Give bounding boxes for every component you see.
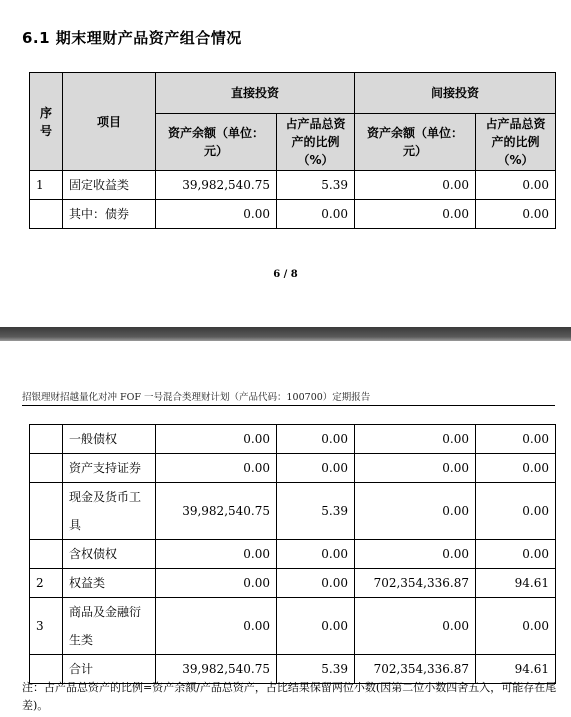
- row-seq-cell: [30, 454, 63, 483]
- row-indirect-ratio-cell: 0.00: [476, 200, 556, 229]
- row-direct-ratio-cell: 0.00: [277, 598, 355, 655]
- row-item-cell: 含权债权: [63, 540, 156, 569]
- header-direct-balance: 资产余额（单位：元）: [156, 114, 277, 171]
- row-indirect-balance-cell: 0.00: [355, 454, 476, 483]
- row-item-cell: 现金及货币工具: [63, 483, 156, 540]
- table-row: [30, 540, 556, 569]
- row-direct-balance-cell: 39,982,540.75: [156, 171, 277, 200]
- row-indirect-ratio-cell: 0.00: [476, 171, 556, 200]
- row-direct-balance-cell: 39,982,540.75: [156, 655, 277, 684]
- row-indirect-balance-cell: 702,354,336.87: [355, 655, 476, 684]
- header-rule: [22, 405, 555, 406]
- row-item-cell: 资产支持证券: [63, 454, 156, 483]
- row-direct-balance-cell: 0.00: [156, 598, 277, 655]
- row-indirect-balance-cell: 0.00: [355, 540, 476, 569]
- footnote: 注：占产品总资产的比例=资产余额/产品总资产，占比结果保留两位小数(因第二位小数四舍五入，可能存在尾差)。: [22, 681, 557, 712]
- row-indirect-balance-cell: 0.00: [355, 171, 476, 200]
- row-item-cell: 其中：债券: [63, 200, 156, 229]
- row-indirect-ratio-cell: 0.00: [476, 598, 556, 655]
- table-row: [30, 483, 556, 540]
- row-direct-balance-cell: 39,982,540.75: [156, 483, 277, 540]
- row-indirect-ratio-cell: 0.00: [476, 425, 556, 454]
- row-indirect-balance-cell: 702,354,336.87: [355, 569, 476, 598]
- asset-portfolio-table-continued: [29, 424, 556, 684]
- row-direct-ratio-cell: 0.00: [277, 569, 355, 598]
- row-direct-ratio-cell: 5.39: [277, 655, 355, 684]
- row-seq-cell: [30, 425, 63, 454]
- row-seq-cell: 3: [30, 598, 63, 655]
- row-seq-cell: 2: [30, 569, 63, 598]
- row-indirect-ratio-cell: 0.00: [476, 454, 556, 483]
- table-row: [30, 569, 556, 598]
- table-row: [30, 171, 556, 200]
- row-item-cell: 固定收益类: [63, 171, 156, 200]
- table-row: [30, 425, 556, 454]
- header-seq: 序号: [30, 73, 63, 171]
- row-indirect-balance-cell: 0.00: [355, 425, 476, 454]
- row-seq-cell: [30, 200, 63, 229]
- page-break-divider: [0, 327, 571, 341]
- row-direct-balance-cell: 0.00: [156, 425, 277, 454]
- row-indirect-balance-cell: 0.00: [355, 483, 476, 540]
- row-indirect-balance-cell: 0.00: [355, 200, 476, 229]
- row-indirect-ratio-cell: 94.61: [476, 655, 556, 684]
- row-indirect-balance-cell: 0.00: [355, 598, 476, 655]
- row-seq-cell: 1: [30, 171, 63, 200]
- row-direct-ratio-cell: 0.00: [277, 200, 355, 229]
- table-row: [30, 200, 556, 229]
- row-direct-ratio-cell: 0.00: [277, 454, 355, 483]
- row-direct-balance-cell: 0.00: [156, 540, 277, 569]
- header-indirect-ratio: 占产品总资产的比例（%）: [476, 114, 556, 171]
- report-running-header: 招银理财招越量化对冲 FOF 一号混合类理财计划（产品代码：100700）定期报告: [22, 392, 371, 403]
- row-indirect-ratio-cell: 94.61: [476, 569, 556, 598]
- header-indirect-balance: 资产余额（单位：元）: [355, 114, 476, 171]
- header-direct-investment: 直接投资: [156, 73, 355, 114]
- row-direct-ratio-cell: 5.39: [277, 171, 355, 200]
- row-indirect-ratio-cell: 0.00: [476, 540, 556, 569]
- row-direct-ratio-cell: 0.00: [277, 540, 355, 569]
- row-direct-ratio-cell: 0.00: [277, 425, 355, 454]
- row-item-cell: 合计: [63, 655, 156, 684]
- row-item-cell: 商品及金融衍生类: [63, 598, 156, 655]
- header-direct-ratio: 占产品总资产的比例（%）: [277, 114, 355, 171]
- row-item-cell: 一般债权: [63, 425, 156, 454]
- row-direct-ratio-cell: 5.39: [277, 483, 355, 540]
- row-seq-cell: [30, 483, 63, 540]
- page-number: 6 / 8: [273, 269, 298, 280]
- section-title: 6.1 期末理财产品资产组合情况: [22, 29, 242, 47]
- table-row: [30, 598, 556, 655]
- header-item: 项目: [63, 73, 156, 171]
- row-direct-balance-cell: 0.00: [156, 200, 277, 229]
- row-direct-balance-cell: 0.00: [156, 569, 277, 598]
- row-indirect-ratio-cell: 0.00: [476, 483, 556, 540]
- asset-portfolio-table: [29, 72, 556, 229]
- row-direct-balance-cell: 0.00: [156, 454, 277, 483]
- row-item-cell: 权益类: [63, 569, 156, 598]
- header-indirect-investment: 间接投资: [355, 73, 556, 114]
- row-seq-cell: [30, 540, 63, 569]
- table-row: [30, 454, 556, 483]
